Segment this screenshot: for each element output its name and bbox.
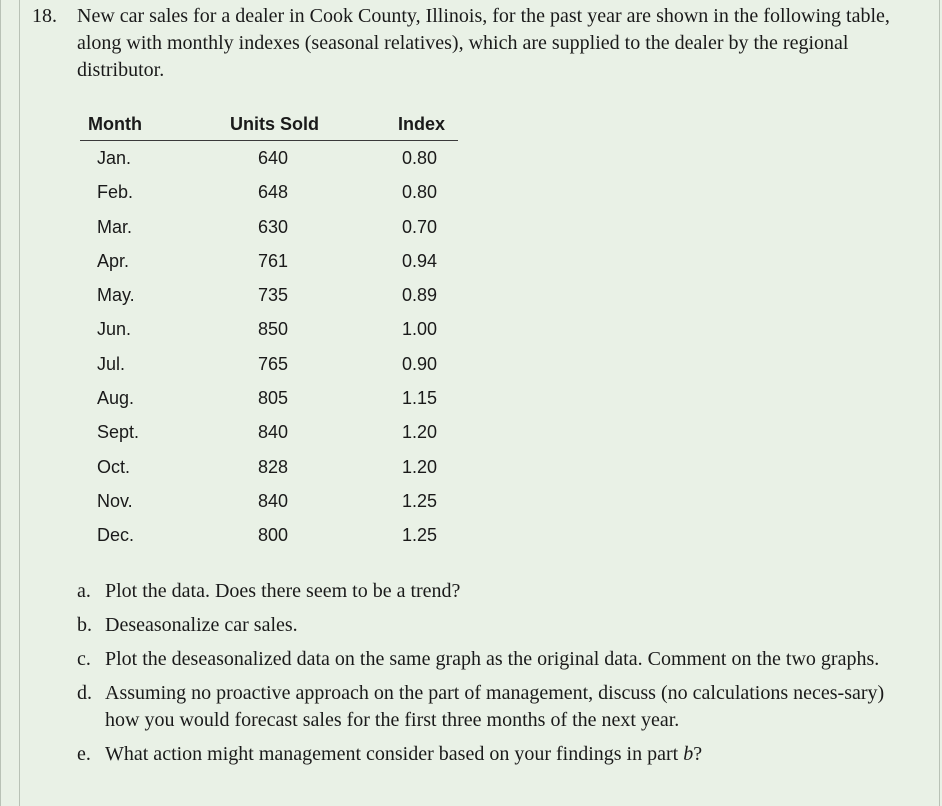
cell-index: 0.70	[402, 216, 438, 237]
cell-month: Jan.	[97, 148, 132, 168]
cell-units-sold: 840	[258, 422, 289, 443]
cell-month: Nov.	[97, 490, 133, 511]
cell-index: 1.20	[402, 422, 438, 443]
cell-index: 1.25	[402, 490, 438, 511]
table-row	[80, 312, 458, 346]
cell-index: 1.15	[402, 388, 438, 409]
cell-units-sold: 828	[258, 456, 289, 477]
question-c	[77, 646, 917, 673]
question-a	[77, 578, 917, 605]
cell-index: 1.20	[402, 456, 438, 477]
table-row	[80, 415, 458, 449]
problem-number: 18.	[32, 5, 57, 27]
table-row	[80, 210, 458, 244]
cell-month: Jun.	[97, 319, 132, 340]
cell-index: 1.00	[402, 319, 438, 340]
sales-table	[80, 111, 458, 553]
header-index: Index	[398, 114, 446, 134]
cell-units-sold: 735	[258, 285, 289, 306]
cell-index: 0.80	[402, 148, 438, 168]
cell-month: Oct.	[97, 456, 131, 477]
question-list	[77, 578, 917, 775]
question-d	[77, 680, 917, 734]
question-b	[77, 612, 917, 639]
question-text: Plot the data. Does there seem to be a trend?	[105, 580, 461, 602]
header-month: Month	[88, 114, 142, 134]
cell-index: 0.90	[402, 353, 438, 374]
cell-month: Aug.	[97, 388, 135, 409]
cell-index: 0.80	[402, 182, 438, 203]
cell-month: Mar.	[97, 216, 133, 237]
cell-units-sold: 640	[258, 148, 289, 168]
cell-month: Dec.	[97, 525, 135, 546]
table-row	[80, 484, 458, 518]
table-row	[80, 141, 458, 175]
cell-units-sold: 765	[258, 353, 289, 374]
cell-month: Apr.	[97, 250, 130, 271]
question-e	[77, 741, 917, 768]
question-text-part: What action might management consider based on your findings in part	[105, 743, 684, 765]
cell-index: 0.94	[402, 250, 438, 271]
question-label: c.	[77, 648, 91, 670]
cell-units-sold: 840	[258, 490, 289, 511]
cell-month: Jul.	[97, 353, 126, 374]
cell-month: May.	[97, 285, 135, 306]
question-text: Deseasonalize car sales.	[105, 614, 298, 636]
cell-month: Feb.	[97, 182, 134, 203]
question-text: Assuming no proactive approach on the part of management, discuss (no calculations neces-sary) how you would forecast sales for the first three months of the next year.	[105, 682, 885, 731]
table-row	[80, 278, 458, 312]
cell-units-sold: 850	[258, 319, 289, 340]
question-part-reference: b	[683, 743, 694, 765]
table-body	[80, 141, 458, 553]
question-label: d.	[77, 682, 92, 704]
problem-statement	[32, 3, 912, 84]
cell-units-sold: 761	[258, 250, 289, 271]
question-text: Plot the deseasonalized data on the same graph as the original data. Comment on the two graphs.	[105, 648, 880, 670]
problem-stem: New car sales for a dealer in Cook County, Illinois, for the past year are shown in the following table, along with monthly indexes (seasonal relatives), which are supplied to the dealer by the regional distributor.	[77, 5, 890, 81]
question-text	[105, 743, 702, 765]
table-row	[80, 381, 458, 415]
question-label: b.	[77, 614, 92, 636]
table-row	[80, 175, 458, 209]
cell-units-sold: 805	[258, 388, 289, 409]
question-text-part: ?	[693, 743, 703, 765]
table-row	[80, 450, 458, 484]
table-row	[80, 347, 458, 381]
table-row	[80, 518, 458, 552]
cell-index: 1.25	[402, 525, 438, 546]
question-label: e.	[77, 743, 91, 765]
cell-units-sold: 800	[258, 525, 289, 546]
cell-index: 0.89	[402, 285, 438, 306]
cell-units-sold: 648	[258, 182, 289, 203]
table-header	[80, 111, 458, 141]
cell-month: Sept.	[97, 422, 140, 443]
cell-units-sold: 630	[258, 216, 289, 237]
header-units-sold: Units Sold	[230, 114, 319, 134]
table-row	[80, 244, 458, 278]
question-label: a.	[77, 580, 91, 602]
left-margin-rule	[19, 0, 20, 806]
